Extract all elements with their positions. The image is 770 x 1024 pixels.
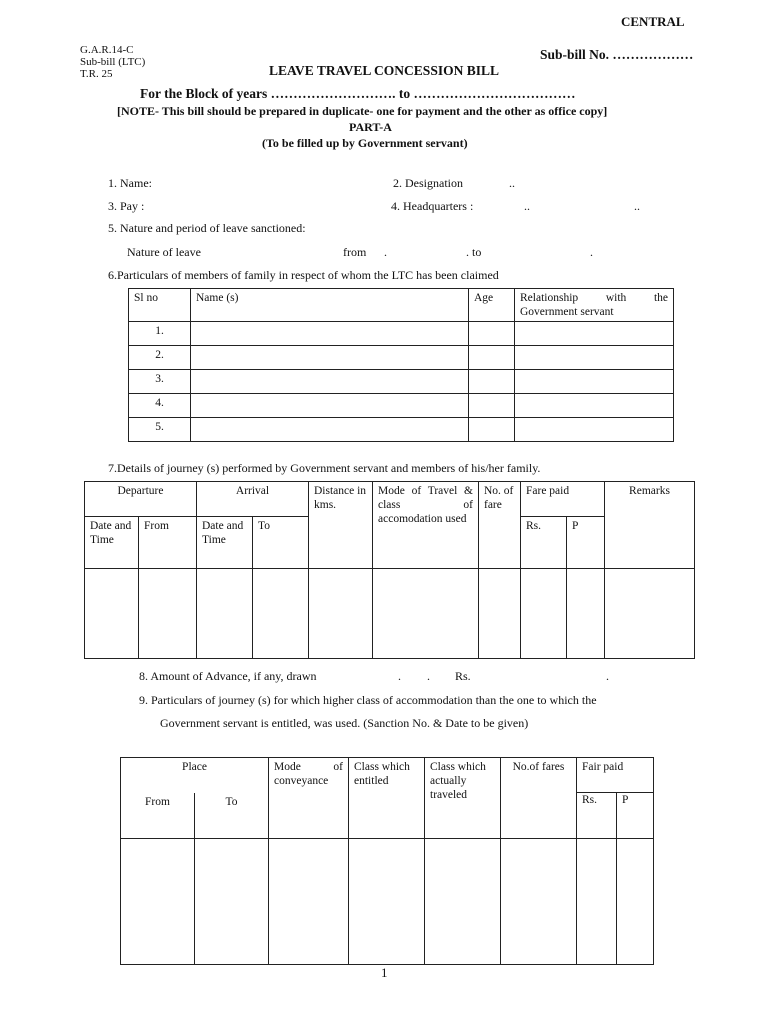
table-cell[interactable] [617, 839, 654, 965]
nature-of-leave-label: Nature of leave [127, 245, 201, 259]
table-cell[interactable] [309, 569, 373, 659]
mode-of-conveyance-header: Mode of conveyance [269, 758, 349, 839]
no-of-fare-header: No. of fare [479, 482, 521, 569]
class-actual-header: Class which actually traveled [425, 758, 501, 839]
table-cell[interactable] [515, 394, 674, 418]
arr-to-header: To [253, 517, 309, 569]
table-cell[interactable] [191, 418, 469, 442]
table-cell[interactable] [469, 418, 515, 442]
table-cell[interactable] [139, 569, 197, 659]
place-header: Place [121, 758, 269, 793]
dot: . [590, 245, 593, 259]
class-table [120, 757, 654, 965]
table-cell[interactable] [469, 394, 515, 418]
table-cell[interactable] [469, 370, 515, 394]
table-cell[interactable] [195, 839, 269, 965]
table-cell[interactable] [191, 370, 469, 394]
fare-paid-header: Fare paid [521, 482, 605, 517]
table-cell[interactable] [515, 322, 674, 346]
table-cell[interactable] [253, 569, 309, 659]
table-cell[interactable] [469, 346, 515, 370]
table-row: 2. [129, 346, 191, 370]
item7-label: 7.Details of journey (s) performed by Government servant and members of his/her family. [108, 461, 541, 475]
family-table [128, 288, 674, 442]
table-cell[interactable] [191, 346, 469, 370]
table-cell[interactable] [85, 569, 139, 659]
page-number: 1 [381, 965, 388, 980]
page-title: LEAVE TRAVEL CONCESSION BILL [269, 63, 499, 78]
table-cell[interactable] [469, 322, 515, 346]
table-cell[interactable] [191, 394, 469, 418]
dot: . [384, 245, 387, 259]
distance-header: Distance in kms. [309, 482, 373, 569]
dot: . [427, 669, 430, 683]
place-from-header: From [121, 793, 195, 839]
table-cell[interactable] [349, 839, 425, 965]
table-cell[interactable] [577, 839, 617, 965]
table-cell[interactable] [269, 839, 349, 965]
table-cell[interactable] [121, 839, 195, 965]
form-code: T.R. 25 [80, 68, 113, 80]
central-label: CENTRAL [621, 14, 685, 29]
col-header-slno: Sl no [129, 289, 191, 322]
table-row: 4. [129, 394, 191, 418]
journey-table [84, 481, 695, 659]
rs-label: Rs. [455, 669, 471, 683]
headquarters-dots: .. [524, 199, 530, 213]
p-header: P [567, 517, 605, 569]
headquarters-dots: .. [634, 199, 640, 213]
block-years-line: For the Block of years ………………………. to ……………………………… [140, 86, 576, 101]
designation-dots: .. [509, 176, 515, 190]
item9-line1: 9. Particulars of journey (s) for which higher class of accommodation than the one to which the [139, 693, 597, 707]
dot: . [606, 669, 609, 683]
subbill-number: Sub-bill No. ……………… [540, 47, 694, 62]
form-code: Sub-bill (LTC) [80, 56, 146, 68]
pay-label: 3. Pay : [108, 199, 145, 213]
table-cell[interactable] [425, 839, 501, 965]
name-label: 1. Name: [108, 176, 152, 190]
table-cell[interactable] [515, 418, 674, 442]
table-cell[interactable] [479, 569, 521, 659]
note-line: [NOTE- This bill should be prepared in duplicate- one for payment and the other as office copy] [117, 104, 608, 118]
table-cell[interactable] [501, 839, 577, 965]
col-header-age: Age [469, 289, 515, 322]
mode-header: Mode of Travel & class of accomodation used [373, 482, 479, 569]
departure-header: Departure [85, 482, 197, 517]
table-cell[interactable] [605, 569, 695, 659]
table-cell[interactable] [373, 569, 479, 659]
item9-line2: Government servant is entitled, was used. (Sanction No. & Date to be given) [160, 716, 529, 730]
table-cell[interactable] [567, 569, 605, 659]
table-cell[interactable] [191, 322, 469, 346]
table-cell[interactable] [515, 370, 674, 394]
remarks-header: Remarks [605, 482, 695, 569]
item8-label: 8. Amount of Advance, if any, drawn [139, 669, 317, 683]
to-label: . to [466, 245, 482, 259]
item5-label: 5. Nature and period of leave sanctioned: [108, 221, 306, 235]
table-row: 5. [129, 418, 191, 442]
col-header-names: Name (s) [191, 289, 469, 322]
arr-date-time-header: Date and Time [197, 517, 253, 569]
designation-label: 2. Designation [393, 176, 463, 190]
rs-header: Rs. [521, 517, 567, 569]
place-to-header: To [195, 793, 269, 839]
p-header: P [617, 793, 654, 839]
fair-paid-header: Fair paid [577, 758, 654, 793]
table-cell[interactable] [521, 569, 567, 659]
headquarters-label: 4. Headquarters : [391, 199, 474, 213]
no-of-fares-header: No.of fares [501, 758, 577, 839]
table-cell[interactable] [197, 569, 253, 659]
dep-date-time-header: Date and Time [85, 517, 139, 569]
table-row: 3. [129, 370, 191, 394]
rs-header: Rs. [577, 793, 617, 839]
table-cell[interactable] [515, 346, 674, 370]
item6-label: 6.Particulars of members of family in respect of whom the LTC has been claimed [108, 268, 499, 282]
arrival-header: Arrival [197, 482, 309, 517]
form-code: G.A.R.14-C [80, 44, 134, 56]
from-label: from [343, 245, 367, 259]
table-row: 1. [129, 322, 191, 346]
dep-from-header: From [139, 517, 197, 569]
form-codes [80, 44, 145, 80]
part-label: PART-A [349, 120, 392, 134]
dot: . [398, 669, 401, 683]
part-subtitle: (To be filled up by Government servant) [262, 136, 468, 150]
col-header-relationship: Relationship with the Government servant [515, 289, 674, 322]
class-entitled-header: Class which entitled [349, 758, 425, 839]
